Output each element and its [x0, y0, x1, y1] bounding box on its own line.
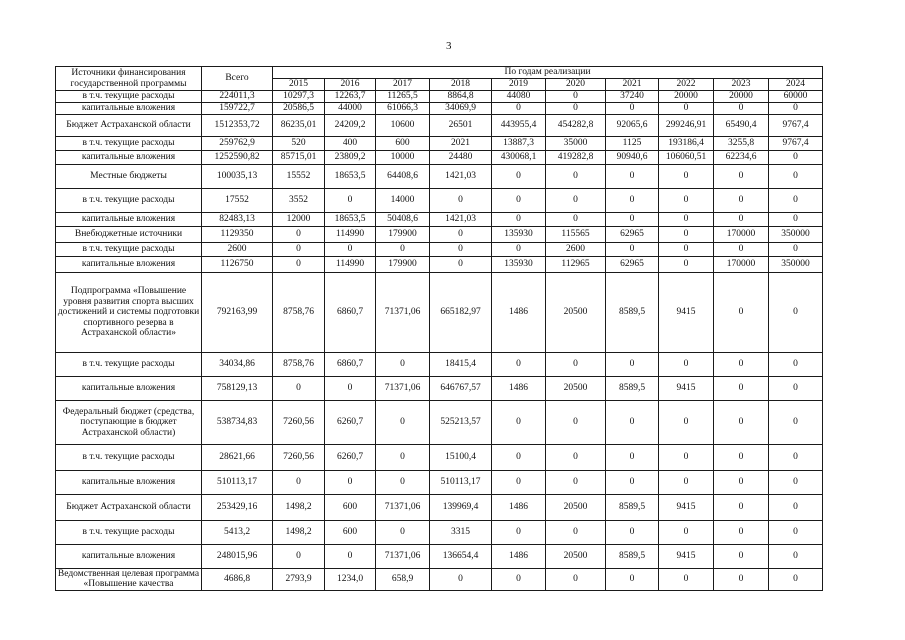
value-cell-2019: 430068,1 — [492, 151, 546, 165]
value-cell-2021: 62965 — [606, 257, 659, 273]
value-cell-2023: 0 — [714, 495, 769, 521]
value-cell-2015: 0 — [273, 243, 325, 257]
year-header-2021: 2021 — [606, 79, 659, 91]
value-cell-2015: 12000 — [273, 213, 325, 227]
value-cell-2024: 0 — [769, 243, 823, 257]
table-row — [56, 353, 823, 377]
value-cell-2017: 600 — [376, 137, 430, 151]
table-row — [56, 257, 823, 273]
value-cell-2021: 92065,6 — [606, 115, 659, 137]
value-cell-2017: 0 — [376, 471, 430, 495]
value-cell-2018: 1421,03 — [430, 165, 492, 189]
row-label: в т.ч. текущие расходы — [56, 91, 202, 103]
value-cell-2020: 20500 — [546, 273, 606, 353]
value-cell-2024: 0 — [769, 353, 823, 377]
value-cell-2022: 0 — [659, 521, 714, 545]
value-cell-2016: 114990 — [325, 227, 376, 243]
row-total: 224011,3 — [202, 91, 273, 103]
value-cell-2021: 0 — [606, 569, 659, 591]
table-row — [56, 213, 823, 227]
value-cell-2017: 179900 — [376, 257, 430, 273]
value-cell-2021: 0 — [606, 243, 659, 257]
value-cell-2022: 9415 — [659, 273, 714, 353]
value-cell-2019: 1486 — [492, 273, 546, 353]
row-total: 159722,7 — [202, 103, 273, 115]
value-cell-2020: 20500 — [546, 495, 606, 521]
value-cell-2021: 0 — [606, 353, 659, 377]
table-row — [56, 471, 823, 495]
value-cell-2018: 24480 — [430, 151, 492, 165]
value-cell-2015: 3552 — [273, 189, 325, 213]
row-total: 17552 — [202, 189, 273, 213]
value-cell-2018: 0 — [430, 243, 492, 257]
value-cell-2015: 520 — [273, 137, 325, 151]
value-cell-2020: 0 — [546, 569, 606, 591]
value-cell-2024: 9767,4 — [769, 137, 823, 151]
value-cell-2015: 0 — [273, 377, 325, 401]
value-cell-2023: 0 — [714, 103, 769, 115]
value-cell-2017: 11265,5 — [376, 91, 430, 103]
row-total: 259762,9 — [202, 137, 273, 151]
table-row — [56, 137, 823, 151]
value-cell-2018: 139969,4 — [430, 495, 492, 521]
value-cell-2020: 454282,8 — [546, 115, 606, 137]
value-cell-2024: 0 — [769, 151, 823, 165]
value-cell-2017: 71371,06 — [376, 495, 430, 521]
value-cell-2023: 0 — [714, 471, 769, 495]
row-total: 5413,2 — [202, 521, 273, 545]
value-cell-2019: 135930 — [492, 257, 546, 273]
value-cell-2016: 44000 — [325, 103, 376, 115]
row-total: 1129350 — [202, 227, 273, 243]
value-cell-2018: 15100,4 — [430, 445, 492, 471]
value-cell-2018: 525213,57 — [430, 401, 492, 445]
year-header-2018: 2018 — [430, 79, 492, 91]
financing-table — [55, 66, 823, 591]
value-cell-2021: 0 — [606, 165, 659, 189]
row-label: Ведомственная целевая программа «Повышение качества — [56, 569, 202, 591]
value-cell-2023: 62234,6 — [714, 151, 769, 165]
value-cell-2018: 665182,97 — [430, 273, 492, 353]
value-cell-2024: 0 — [769, 471, 823, 495]
value-cell-2023: 0 — [714, 165, 769, 189]
table-row — [56, 273, 823, 353]
value-cell-2016: 18653,5 — [325, 213, 376, 227]
row-total: 1512353,72 — [202, 115, 273, 137]
value-cell-2020: 35000 — [546, 137, 606, 151]
value-cell-2022: 106060,51 — [659, 151, 714, 165]
value-cell-2017: 71371,06 — [376, 545, 430, 569]
value-cell-2016: 600 — [325, 521, 376, 545]
value-cell-2024: 0 — [769, 377, 823, 401]
row-label: в т.ч. текущие расходы — [56, 189, 202, 213]
value-cell-2019: 0 — [492, 103, 546, 115]
value-cell-2020: 0 — [546, 521, 606, 545]
value-cell-2022: 20000 — [659, 91, 714, 103]
value-cell-2024: 350000 — [769, 257, 823, 273]
value-cell-2020: 20500 — [546, 545, 606, 569]
value-cell-2016: 0 — [325, 545, 376, 569]
value-cell-2016: 400 — [325, 137, 376, 151]
value-cell-2016: 0 — [325, 243, 376, 257]
value-cell-2023: 0 — [714, 243, 769, 257]
value-cell-2021: 8589,5 — [606, 377, 659, 401]
value-cell-2016: 6860,7 — [325, 353, 376, 377]
value-cell-2016: 0 — [325, 189, 376, 213]
table-row — [56, 243, 823, 257]
table-row — [56, 401, 823, 445]
value-cell-2015: 8758,76 — [273, 353, 325, 377]
value-cell-2022: 0 — [659, 189, 714, 213]
year-header-2015: 2015 — [273, 79, 325, 91]
table-row — [56, 545, 823, 569]
table-row — [56, 189, 823, 213]
value-cell-2020: 0 — [546, 353, 606, 377]
value-cell-2024: 0 — [769, 545, 823, 569]
value-cell-2017: 10000 — [376, 151, 430, 165]
value-cell-2015: 0 — [273, 227, 325, 243]
row-total: 538734,83 — [202, 401, 273, 445]
value-cell-2022: 0 — [659, 103, 714, 115]
value-cell-2023: 0 — [714, 445, 769, 471]
value-cell-2018: 0 — [430, 569, 492, 591]
table-header — [56, 67, 823, 91]
value-cell-2015: 85715,01 — [273, 151, 325, 165]
row-label: в т.ч. текущие расходы — [56, 353, 202, 377]
value-cell-2015: 1498,2 — [273, 495, 325, 521]
value-cell-2024: 0 — [769, 495, 823, 521]
table-row — [56, 227, 823, 243]
table-row — [56, 103, 823, 115]
value-cell-2022: 0 — [659, 471, 714, 495]
value-cell-2019: 13887,3 — [492, 137, 546, 151]
row-label: в т.ч. текущие расходы — [56, 243, 202, 257]
value-cell-2019: 0 — [492, 401, 546, 445]
value-cell-2020: 0 — [546, 165, 606, 189]
value-cell-2024: 0 — [769, 165, 823, 189]
value-cell-2019: 1486 — [492, 495, 546, 521]
value-cell-2020: 115565 — [546, 227, 606, 243]
table-row — [56, 495, 823, 521]
row-total: 1252590,82 — [202, 151, 273, 165]
row-total: 4686,8 — [202, 569, 273, 591]
value-cell-2019: 0 — [492, 213, 546, 227]
table-row — [56, 91, 823, 103]
value-cell-2018: 8864,8 — [430, 91, 492, 103]
value-cell-2018: 510113,17 — [430, 471, 492, 495]
value-cell-2024: 0 — [769, 569, 823, 591]
value-cell-2024: 350000 — [769, 227, 823, 243]
value-cell-2021: 0 — [606, 471, 659, 495]
year-header-2024: 2024 — [769, 79, 823, 91]
value-cell-2016: 1234,0 — [325, 569, 376, 591]
value-cell-2015: 1498,2 — [273, 521, 325, 545]
year-header-2020: 2020 — [546, 79, 606, 91]
row-total: 253429,16 — [202, 495, 273, 521]
value-cell-2018: 0 — [430, 257, 492, 273]
value-cell-2021: 90940,6 — [606, 151, 659, 165]
table-body — [56, 91, 823, 591]
year-header-2017: 2017 — [376, 79, 430, 91]
value-cell-2017: 14000 — [376, 189, 430, 213]
value-cell-2023: 0 — [714, 521, 769, 545]
value-cell-2022: 0 — [659, 243, 714, 257]
value-cell-2019: 0 — [492, 189, 546, 213]
row-label: в т.ч. текущие расходы — [56, 445, 202, 471]
value-cell-2018: 18415,4 — [430, 353, 492, 377]
year-header-2023: 2023 — [714, 79, 769, 91]
value-cell-2015: 7260,56 — [273, 401, 325, 445]
value-cell-2020: 0 — [546, 445, 606, 471]
value-cell-2019: 0 — [492, 165, 546, 189]
table-row — [56, 377, 823, 401]
value-cell-2019: 1486 — [492, 545, 546, 569]
value-cell-2023: 0 — [714, 569, 769, 591]
row-label: Бюджет Астраханской области — [56, 115, 202, 137]
value-cell-2021: 37240 — [606, 91, 659, 103]
value-cell-2024: 60000 — [769, 91, 823, 103]
value-cell-2021: 0 — [606, 445, 659, 471]
value-cell-2015: 7260,56 — [273, 445, 325, 471]
value-cell-2015: 86235,01 — [273, 115, 325, 137]
value-cell-2021: 0 — [606, 401, 659, 445]
value-cell-2023: 0 — [714, 189, 769, 213]
value-cell-2017: 61066,3 — [376, 103, 430, 115]
value-cell-2020: 2600 — [546, 243, 606, 257]
year-header-2016: 2016 — [325, 79, 376, 91]
value-cell-2015: 10297,3 — [273, 91, 325, 103]
row-label: в т.ч. текущие расходы — [56, 521, 202, 545]
value-cell-2024: 0 — [769, 521, 823, 545]
value-cell-2015: 0 — [273, 257, 325, 273]
value-cell-2018: 0 — [430, 227, 492, 243]
value-cell-2015: 0 — [273, 471, 325, 495]
value-cell-2022: 0 — [659, 165, 714, 189]
row-total: 758129,13 — [202, 377, 273, 401]
row-label: капитальные вложения — [56, 257, 202, 273]
value-cell-2022: 0 — [659, 213, 714, 227]
value-cell-2015: 2793,9 — [273, 569, 325, 591]
value-cell-2018: 3315 — [430, 521, 492, 545]
row-total: 82483,13 — [202, 213, 273, 227]
value-cell-2017: 179900 — [376, 227, 430, 243]
value-cell-2018: 1421,03 — [430, 213, 492, 227]
value-cell-2023: 0 — [714, 401, 769, 445]
value-cell-2018: 34069,9 — [430, 103, 492, 115]
value-cell-2016: 114990 — [325, 257, 376, 273]
row-label: капитальные вложения — [56, 103, 202, 115]
value-cell-2022: 0 — [659, 569, 714, 591]
value-cell-2019: 0 — [492, 471, 546, 495]
row-total: 34034,86 — [202, 353, 273, 377]
value-cell-2020: 0 — [546, 103, 606, 115]
table-row — [56, 569, 823, 591]
value-cell-2016: 6860,7 — [325, 273, 376, 353]
value-cell-2017: 0 — [376, 521, 430, 545]
value-cell-2022: 9415 — [659, 495, 714, 521]
row-label: Бюджет Астраханской области — [56, 495, 202, 521]
row-label: Местные бюджеты — [56, 165, 202, 189]
value-cell-2019: 0 — [492, 353, 546, 377]
value-cell-2023: 170000 — [714, 227, 769, 243]
value-cell-2016: 12263,7 — [325, 91, 376, 103]
value-cell-2019: 443955,4 — [492, 115, 546, 137]
value-cell-2017: 71371,06 — [376, 377, 430, 401]
value-cell-2015: 8758,76 — [273, 273, 325, 353]
value-cell-2020: 0 — [546, 401, 606, 445]
value-cell-2020: 112965 — [546, 257, 606, 273]
value-cell-2021: 0 — [606, 521, 659, 545]
value-cell-2021: 0 — [606, 103, 659, 115]
row-total: 248015,96 — [202, 545, 273, 569]
value-cell-2019: 0 — [492, 445, 546, 471]
value-cell-2020: 20500 — [546, 377, 606, 401]
value-cell-2024: 0 — [769, 445, 823, 471]
row-total: 510113,17 — [202, 471, 273, 495]
value-cell-2015: 15552 — [273, 165, 325, 189]
value-cell-2024: 0 — [769, 401, 823, 445]
value-cell-2022: 0 — [659, 227, 714, 243]
table-row — [56, 521, 823, 545]
value-cell-2020: 0 — [546, 213, 606, 227]
value-cell-2021: 0 — [606, 213, 659, 227]
value-cell-2024: 9767,4 — [769, 115, 823, 137]
value-cell-2022: 0 — [659, 445, 714, 471]
value-cell-2016: 6260,7 — [325, 401, 376, 445]
table-row — [56, 151, 823, 165]
row-total: 792163,99 — [202, 273, 273, 353]
row-label: капитальные вложения — [56, 151, 202, 165]
value-cell-2024: 0 — [769, 213, 823, 227]
row-label: Внебюджетные источники — [56, 227, 202, 243]
value-cell-2021: 0 — [606, 189, 659, 213]
value-cell-2023: 0 — [714, 273, 769, 353]
value-cell-2020: 0 — [546, 471, 606, 495]
value-cell-2023: 65490,4 — [714, 115, 769, 137]
value-cell-2017: 50408,6 — [376, 213, 430, 227]
value-cell-2018: 26501 — [430, 115, 492, 137]
row-label: Подпрограмма «Повышение уровня развития спорта высших достижений и системы подготовки спортивного резерва в Астраханской области» — [56, 273, 202, 353]
value-cell-2017: 10600 — [376, 115, 430, 137]
table-row — [56, 445, 823, 471]
value-cell-2018: 136654,4 — [430, 545, 492, 569]
value-cell-2024: 0 — [769, 273, 823, 353]
value-cell-2023: 0 — [714, 353, 769, 377]
years-group-header: По годам реализации — [273, 67, 823, 79]
source-column-header: Источники финансирования государственной программы — [56, 67, 202, 91]
row-total: 1126750 — [202, 257, 273, 273]
value-cell-2017: 0 — [376, 445, 430, 471]
value-cell-2021: 1125 — [606, 137, 659, 151]
value-cell-2022: 9415 — [659, 377, 714, 401]
value-cell-2019: 0 — [492, 521, 546, 545]
page-number: 3 — [446, 40, 452, 52]
value-cell-2022: 0 — [659, 257, 714, 273]
value-cell-2017: 71371,06 — [376, 273, 430, 353]
value-cell-2020: 419282,8 — [546, 151, 606, 165]
value-cell-2022: 0 — [659, 353, 714, 377]
value-cell-2016: 6260,7 — [325, 445, 376, 471]
value-cell-2017: 658,9 — [376, 569, 430, 591]
value-cell-2017: 0 — [376, 353, 430, 377]
value-cell-2016: 18653,5 — [325, 165, 376, 189]
value-cell-2018: 0 — [430, 189, 492, 213]
row-label: капитальные вложения — [56, 377, 202, 401]
value-cell-2020: 0 — [546, 189, 606, 213]
row-label: капитальные вложения — [56, 471, 202, 495]
value-cell-2022: 299246,91 — [659, 115, 714, 137]
value-cell-2017: 0 — [376, 243, 430, 257]
value-cell-2024: 0 — [769, 189, 823, 213]
row-label: Федеральный бюджет (средства, поступающие в бюджет Астраханской области) — [56, 401, 202, 445]
value-cell-2022: 0 — [659, 401, 714, 445]
value-cell-2023: 0 — [714, 377, 769, 401]
value-cell-2022: 193186,4 — [659, 137, 714, 151]
value-cell-2016: 600 — [325, 495, 376, 521]
row-label: капитальные вложения — [56, 545, 202, 569]
year-header-2022: 2022 — [659, 79, 714, 91]
year-header-2019: 2019 — [492, 79, 546, 91]
value-cell-2021: 8589,5 — [606, 273, 659, 353]
table-row — [56, 165, 823, 189]
row-total: 28621,66 — [202, 445, 273, 471]
value-cell-2019: 1486 — [492, 377, 546, 401]
table-row — [56, 115, 823, 137]
value-cell-2020: 0 — [546, 91, 606, 103]
value-cell-2016: 23809,2 — [325, 151, 376, 165]
value-cell-2017: 64408,6 — [376, 165, 430, 189]
value-cell-2023: 0 — [714, 545, 769, 569]
value-cell-2021: 8589,5 — [606, 545, 659, 569]
value-cell-2022: 9415 — [659, 545, 714, 569]
value-cell-2018: 646767,57 — [430, 377, 492, 401]
row-label: капитальные вложения — [56, 213, 202, 227]
value-cell-2024: 0 — [769, 103, 823, 115]
value-cell-2021: 62965 — [606, 227, 659, 243]
row-total: 100035,13 — [202, 165, 273, 189]
row-label: в т.ч. текущие расходы — [56, 137, 202, 151]
value-cell-2023: 20000 — [714, 91, 769, 103]
value-cell-2023: 3255,8 — [714, 137, 769, 151]
value-cell-2015: 0 — [273, 545, 325, 569]
value-cell-2016: 24209,2 — [325, 115, 376, 137]
value-cell-2023: 170000 — [714, 257, 769, 273]
value-cell-2023: 0 — [714, 213, 769, 227]
value-cell-2019: 0 — [492, 243, 546, 257]
value-cell-2018: 2021 — [430, 137, 492, 151]
value-cell-2017: 0 — [376, 401, 430, 445]
value-cell-2019: 135930 — [492, 227, 546, 243]
value-cell-2015: 20586,5 — [273, 103, 325, 115]
value-cell-2016: 0 — [325, 377, 376, 401]
total-column-header: Всего — [202, 67, 273, 91]
value-cell-2019: 0 — [492, 569, 546, 591]
value-cell-2019: 44080 — [492, 91, 546, 103]
value-cell-2021: 8589,5 — [606, 495, 659, 521]
row-total: 2600 — [202, 243, 273, 257]
value-cell-2016: 0 — [325, 471, 376, 495]
